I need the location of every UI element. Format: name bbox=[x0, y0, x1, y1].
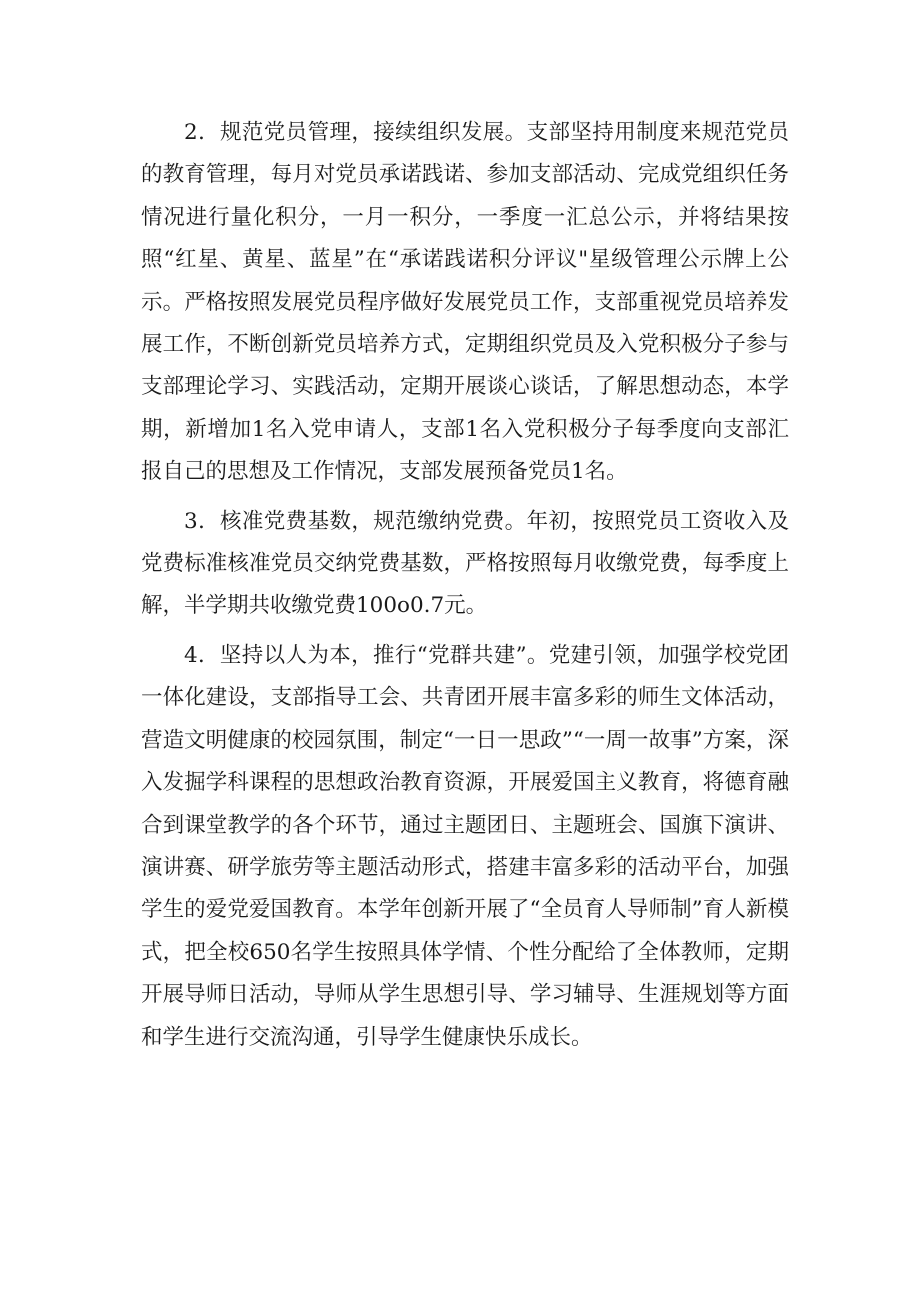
paragraph-party-dues: 3．核准党费基数，规范缴纳党费。年初，按照党员工资收入及党费标准核准党员交纳党费基数，严格按照每月收缴党费，每季度上解，半学期共收缴党费100o0.7元。 bbox=[141, 508, 789, 619]
paragraph-party-member-management: 2．规范党员管理，接续组织发展。支部坚持用制度来规范党员的教育管理，每月对党员承诺践诺、参加支部活动、完成党组织任务情况进行量化积分，一月一积分，一季度一汇总公示，并将结果按照“红星、黄星、蓝星”在“承诺践诺积分评议"星级管理公示牌上公示。严格按照发展党员程序做好发展党员工作，支部重视党员培养发展工作，不断创新党员培养方式，定期组织党员及入党积极分子参与支部理论学习、实践活动，定期开展谈心谈话，了解思想动态，本学期，新增加1名入党申请人，支部1名入党积极分子每季度向支部汇报自己的思想及工作情况，支部发展预备党员1名。 bbox=[141, 120, 789, 485]
document-body bbox=[141, 112, 789, 1066]
paragraph-party-mass-building: 4．坚持以人为本，推行“党群共建”。党建引领，加强学校党团一体化建设，支部指导工会、共青团开展丰富多彩的师生文体活动，营造文明健康的校园氛围，制定“一日一思政”“一周一故事”方案，深入发掘学科课程的思想政治教育资源，开展爱国主义教育，将德育融合到课堂教学的各个环节，通过主题团日、主题班会、国旗下演讲、演讲赛、研学旅劳等主题活动形式，搭建丰富多彩的活动平台，加强学生的爱党爱国教育。本学年创新开展了“全员育人导师制”育人新模式，把全校650名学生按照具体学情、个性分配给了全体教师，定期开展导师日活动，导师从学生思想引导、学习辅导、生涯规划等方面和学生进行交流沟通，引导学生健康快乐成长。 bbox=[141, 642, 789, 1050]
